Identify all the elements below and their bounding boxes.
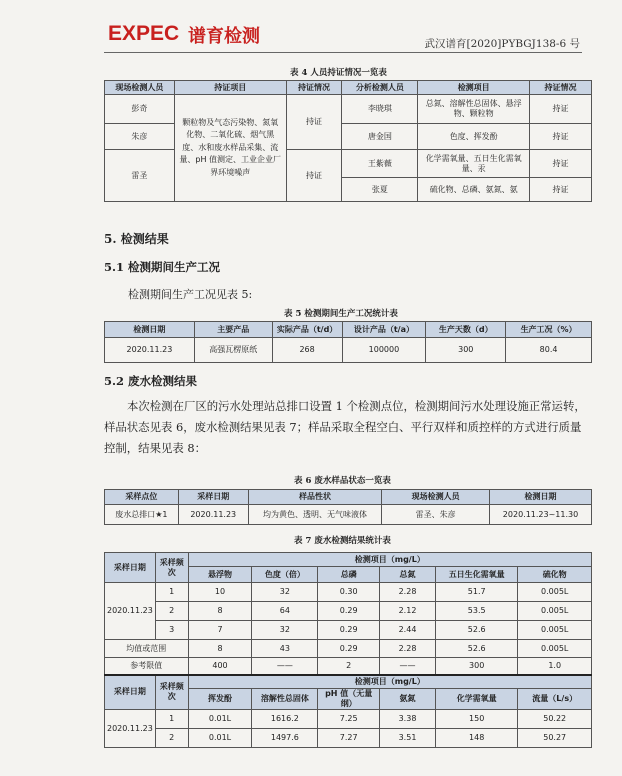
table4-field-status: 持证 <box>286 95 342 150</box>
table7-cell: 32 <box>252 583 318 602</box>
header-divider <box>104 52 582 53</box>
table7-param: 五日生化需氧量 <box>436 567 518 583</box>
table6-cell: 均为黄色、透明、无气味液体 <box>248 505 382 525</box>
table4-header: 现场检测人员 <box>105 81 175 95</box>
table5 <box>104 321 592 363</box>
table5-header: 检测日期 <box>105 322 195 338</box>
table6-header: 现场检测人员 <box>382 490 490 505</box>
table5-cell: 80.4 <box>506 338 592 363</box>
table7-avg: 8 <box>188 640 252 658</box>
table4-caption: 表 4 人员持证情况一览表 <box>290 68 387 78</box>
table7-header-freq: 采样频次 <box>155 553 188 583</box>
table7-cell: 150 <box>436 710 518 729</box>
table4-lab-staff: 李晓琪 <box>342 95 418 124</box>
table7-cell: 53.5 <box>436 602 518 621</box>
table4 <box>104 80 592 202</box>
table7-cell: 2.12 <box>380 602 436 621</box>
table7-avg: 43 <box>252 640 318 658</box>
table4-lab-status: 持证 <box>530 124 592 150</box>
table7-cell: 32 <box>252 621 318 640</box>
table4-lab-status: 持证 <box>530 178 592 202</box>
table7-cell: 1 <box>155 583 188 602</box>
table7-limit: 300 <box>436 658 518 675</box>
table7-cell: 7.25 <box>318 710 380 729</box>
table7-date: 2020.11.23 <box>105 710 156 748</box>
table5-header: 生产天数（d） <box>426 322 506 338</box>
table4-header: 持证项目 <box>174 81 286 95</box>
table7-param: 溶解性总固体 <box>252 689 318 710</box>
table7-param: 色度（倍） <box>252 567 318 583</box>
table6 <box>104 489 592 525</box>
table6-caption: 表 6 废水样品状态一览表 <box>294 476 391 486</box>
table7 <box>104 552 592 748</box>
table4-lab-items: 总氮、溶解性总固体、悬浮物、颗粒物 <box>418 95 530 124</box>
table6-cell: 2020.11.23 <box>178 505 248 525</box>
table4-lab-staff: 张夏 <box>342 178 418 202</box>
section52-text: 本次检测在厂区的污水处理站总排口设置 1 个检测点位，检测期间污水处理设施正常运转，样品状态见表 6，废水检测结果见表 7；样品采取全程空白、平行双样和质控样的方式进行质量控制，结果见表 8： <box>104 399 586 455</box>
table7-cell: 64 <box>252 602 318 621</box>
table7-cell: 0.01L <box>188 710 252 729</box>
table5-header: 实际产品（t/d） <box>272 322 342 338</box>
table4-lab-status: 持证 <box>530 95 592 124</box>
table4-lab-items: 色度、挥发酚 <box>418 124 530 150</box>
table4-lab-staff: 唐金国 <box>342 124 418 150</box>
table7-avg-label: 均值或范围 <box>105 640 189 658</box>
table4-lab-items: 硫化物、总磷、氨氮、氨 <box>418 178 530 202</box>
table7-param: 化学需氧量 <box>436 689 518 710</box>
table5-cell: 100000 <box>342 338 426 363</box>
table7-cell: 10 <box>188 583 252 602</box>
table7-limit-label: 参考限值 <box>105 658 189 675</box>
table7-caption: 表 7 废水检测结果统计表 <box>294 536 391 546</box>
table7-limit: —— <box>380 658 436 675</box>
table7-header-group: 检测项目（mg/L） <box>188 553 591 567</box>
table7-param: pH 值（无量纲） <box>318 689 380 710</box>
table7-cell: 52.6 <box>436 621 518 640</box>
table7-cell: 3 <box>155 621 188 640</box>
table7-cell: 3.51 <box>380 729 436 748</box>
table7-cell: 1497.6 <box>252 729 318 748</box>
table6-cell: 2020.11.23~11.30 <box>490 505 592 525</box>
table7-cell: 7.27 <box>318 729 380 748</box>
table5-caption: 表 5 检测期间生产工况统计表 <box>284 309 398 319</box>
section51-text: 检测期间生产工况见表 5: <box>128 288 253 301</box>
table6-header: 采样点位 <box>105 490 179 505</box>
table7-param: 硫化物 <box>518 567 592 583</box>
table7-header-date: 采样日期 <box>105 553 156 583</box>
table4-field-items: 颗粒物及气态污染物、氮氧化物、二氧化硫、烟气黑度、水和废水样品采集、流量、pH 值测定、工业企业厂界环境噪声 <box>174 95 286 202</box>
company-logo-cn: 谱育检测 <box>188 26 260 47</box>
table5-cell: 300 <box>426 338 506 363</box>
table6-header: 样品性状 <box>248 490 382 505</box>
table7-header-freq: 采样频次 <box>155 675 188 710</box>
table7-cell: 7 <box>188 621 252 640</box>
table4-header: 持证情况 <box>286 81 342 95</box>
table4-header: 检测项目 <box>418 81 530 95</box>
table7-cell: 3.38 <box>380 710 436 729</box>
table4-field-status: 持证 <box>286 150 342 202</box>
table7-cell: 50.27 <box>518 729 592 748</box>
table7-param: 氨氮 <box>380 689 436 710</box>
table4-header: 持证情况 <box>530 81 592 95</box>
page-header <box>0 0 622 56</box>
table7-header-date: 采样日期 <box>105 675 156 710</box>
table7-limit: 2 <box>318 658 380 675</box>
table5-header: 主要产品 <box>194 322 272 338</box>
table7-cell: 2 <box>155 602 188 621</box>
table5-cell: 2020.11.23 <box>105 338 195 363</box>
table5-header: 生产工况（%） <box>506 322 592 338</box>
section51-title: 5.1 检测期间生产工况 <box>104 260 221 274</box>
table7-cell: 8 <box>188 602 252 621</box>
table4-lab-items: 化学需氧量、五日生化需氧量、汞 <box>418 150 530 178</box>
document-number: 武汉谱育[2020]PYBGJ138-6 号 <box>424 38 580 50</box>
table7-param: 总氮 <box>380 567 436 583</box>
company-logo: EXPEC <box>108 22 180 45</box>
table7-cell: 1 <box>155 710 188 729</box>
table7-cell: 0.30 <box>318 583 380 602</box>
table4-field-staff: 彭奇 <box>105 95 175 124</box>
table7-param: 悬浮物 <box>188 567 252 583</box>
table7-cell: 51.7 <box>436 583 518 602</box>
table7-cell: 1616.2 <box>252 710 318 729</box>
table7-cell: 0.29 <box>318 602 380 621</box>
section5-title: 5. 检测结果 <box>104 232 169 246</box>
table6-cell: 雷圣、朱彦 <box>382 505 490 525</box>
table7-date: 2020.11.23 <box>105 583 156 640</box>
table6-header: 检测日期 <box>490 490 592 505</box>
table6-cell: 废水总排口★1 <box>105 505 179 525</box>
table7-param: 流量（L/s） <box>518 689 592 710</box>
table4-header: 分析检测人员 <box>342 81 418 95</box>
table7-avg: 0.005L <box>518 640 592 658</box>
table5-cell: 高强瓦楞原纸 <box>194 338 272 363</box>
table7-cell: 0.01L <box>188 729 252 748</box>
table7-limit: 400 <box>188 658 252 675</box>
table5-cell: 268 <box>272 338 342 363</box>
table4-lab-staff: 王紫薇 <box>342 150 418 178</box>
table7-limit: 1.0 <box>518 658 592 675</box>
table7-cell: 50.22 <box>518 710 592 729</box>
table7-cell: 2.44 <box>380 621 436 640</box>
table4-field-staff: 雷圣 <box>105 150 175 202</box>
table7-avg: 52.6 <box>436 640 518 658</box>
table7-header-group: 检测项目（mg/L） <box>188 675 591 689</box>
table4-field-staff: 朱彦 <box>105 124 175 150</box>
section52-title: 5.2 废水检测结果 <box>104 374 198 388</box>
table7-avg: 0.29 <box>318 640 380 658</box>
table7-param: 总磷 <box>318 567 380 583</box>
table7-cell: 0.29 <box>318 621 380 640</box>
table7-cell: 148 <box>436 729 518 748</box>
table6-header: 采样日期 <box>178 490 248 505</box>
table7-avg: 2.28 <box>380 640 436 658</box>
table7-cell: 0.005L <box>518 621 592 640</box>
table7-param: 挥发酚 <box>188 689 252 710</box>
table7-cell: 2.28 <box>380 583 436 602</box>
table7-cell: 0.005L <box>518 602 592 621</box>
table7-cell: 0.005L <box>518 583 592 602</box>
table5-header: 设计产品（t/a） <box>342 322 426 338</box>
table4-lab-status: 持证 <box>530 150 592 178</box>
table7-cell: 2 <box>155 729 188 748</box>
table7-limit: —— <box>252 658 318 675</box>
